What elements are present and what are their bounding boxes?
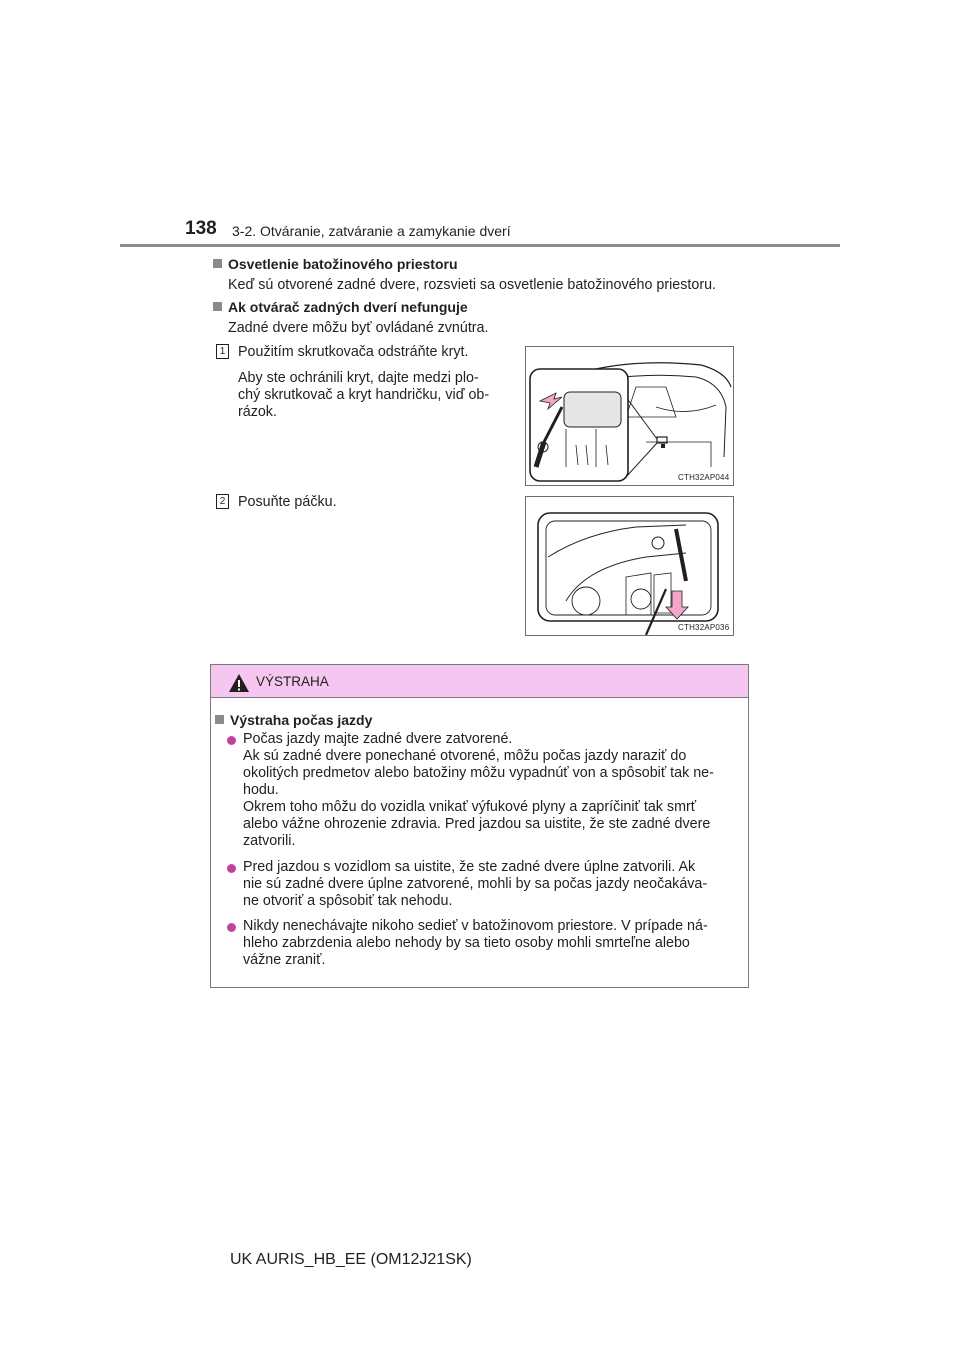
section-title: Osvetlenie batožinového priestoru <box>228 256 458 272</box>
bullet-line: Nikdy nenechávajte nikoho sedieť v batožinovom priestore. V prípade ná- <box>243 918 708 934</box>
tailgate-cover-illustration <box>526 347 733 485</box>
bullet-line: zatvorili. <box>243 833 296 849</box>
note-line: rázok. <box>238 404 277 420</box>
step-text: Posuňte páčku. <box>238 494 337 510</box>
step-note <box>238 370 500 421</box>
bullet-line: Ak sú zadné dvere ponechané otvorené, môžu počas jazdy naraziť do <box>243 748 687 764</box>
footer-model-code: UK AURIS_HB_EE (OM12J21SK) <box>230 1251 472 1268</box>
warning-heading-text: Výstraha počas jazdy <box>230 712 373 728</box>
warning-label: VÝSTRAHA <box>256 674 329 689</box>
header-rule <box>120 244 840 247</box>
warning-heading <box>215 712 372 728</box>
section-title: Ak otvárač zadných dverí nefunguje <box>228 299 468 315</box>
warning-bullet <box>243 731 743 850</box>
warning-bullet <box>243 859 743 910</box>
section-heading-lighting <box>213 256 458 272</box>
bullet-line: alebo vážne ohrozenie zdravia. Pred jazdou sa uistite, že ste zadné dvere <box>243 816 711 832</box>
figure-remove-cover <box>525 346 734 486</box>
round-bullet-icon <box>227 736 236 745</box>
bullet-line: hleho zabrzdenia alebo nehody by sa tieto osoby mohli smrteľne alebo <box>243 935 690 951</box>
page-number: 138 <box>185 218 217 239</box>
round-bullet-icon <box>227 923 236 932</box>
step-text: Použitím skrutkovača odstráňte kryt. <box>238 344 469 360</box>
bullet-line: okolitých predmetov alebo batožiny môžu vypadnúť von a spôsobiť tak ne- <box>243 765 714 781</box>
bullet-line: nie sú zadné dvere úplne zatvorené, mohli by sa počas jazdy neočakáva- <box>243 876 708 892</box>
bullet-line: vážne zraniť. <box>243 952 326 968</box>
warning-header <box>211 665 748 698</box>
chapter-title: 3-2. Otváranie, zatváranie a zamykanie dverí <box>232 223 511 239</box>
step-number: 1 <box>216 344 229 359</box>
step-number: 2 <box>216 494 229 509</box>
section-heading-opener <box>213 299 468 315</box>
bullet-line: Pred jazdou s vozidlom sa uistite, že ste zadné dvere úplne zatvorili. Ak <box>243 859 696 875</box>
figure-code: CTH32AP036 <box>678 623 730 632</box>
round-bullet-icon <box>227 864 236 873</box>
square-bullet-icon <box>215 715 224 724</box>
square-bullet-icon <box>213 302 222 311</box>
warning-triangle-icon <box>228 673 250 693</box>
bullet-line: hodu. <box>243 782 279 798</box>
bullet-line: ne otvoriť a spôsobiť tak nehodu. <box>243 893 453 909</box>
bullet-line: Počas jazdy majte zadné dvere zatvorené. <box>243 731 513 747</box>
lever-illustration <box>526 497 733 635</box>
figure-slide-lever <box>525 496 734 636</box>
note-line: chý skrutkovač a kryt handričku, viď ob- <box>238 387 490 403</box>
square-bullet-icon <box>213 259 222 268</box>
figure-code: CTH32AP044 <box>678 473 730 482</box>
warning-box <box>210 664 749 988</box>
section-text: Zadné dvere môžu byť ovládané zvnútra. <box>228 320 489 336</box>
section-text: Keď sú otvorené zadné dvere, rozsvieti sa osvetlenie batožinového priestoru. <box>228 277 717 293</box>
warning-bullet <box>243 918 743 969</box>
note-line: Aby ste ochránili kryt, dajte medzi plo- <box>238 370 479 386</box>
bullet-line: Okrem toho môžu do vozidla vnikať výfukové plyny a zapríčiniť tak smrť <box>243 799 697 815</box>
